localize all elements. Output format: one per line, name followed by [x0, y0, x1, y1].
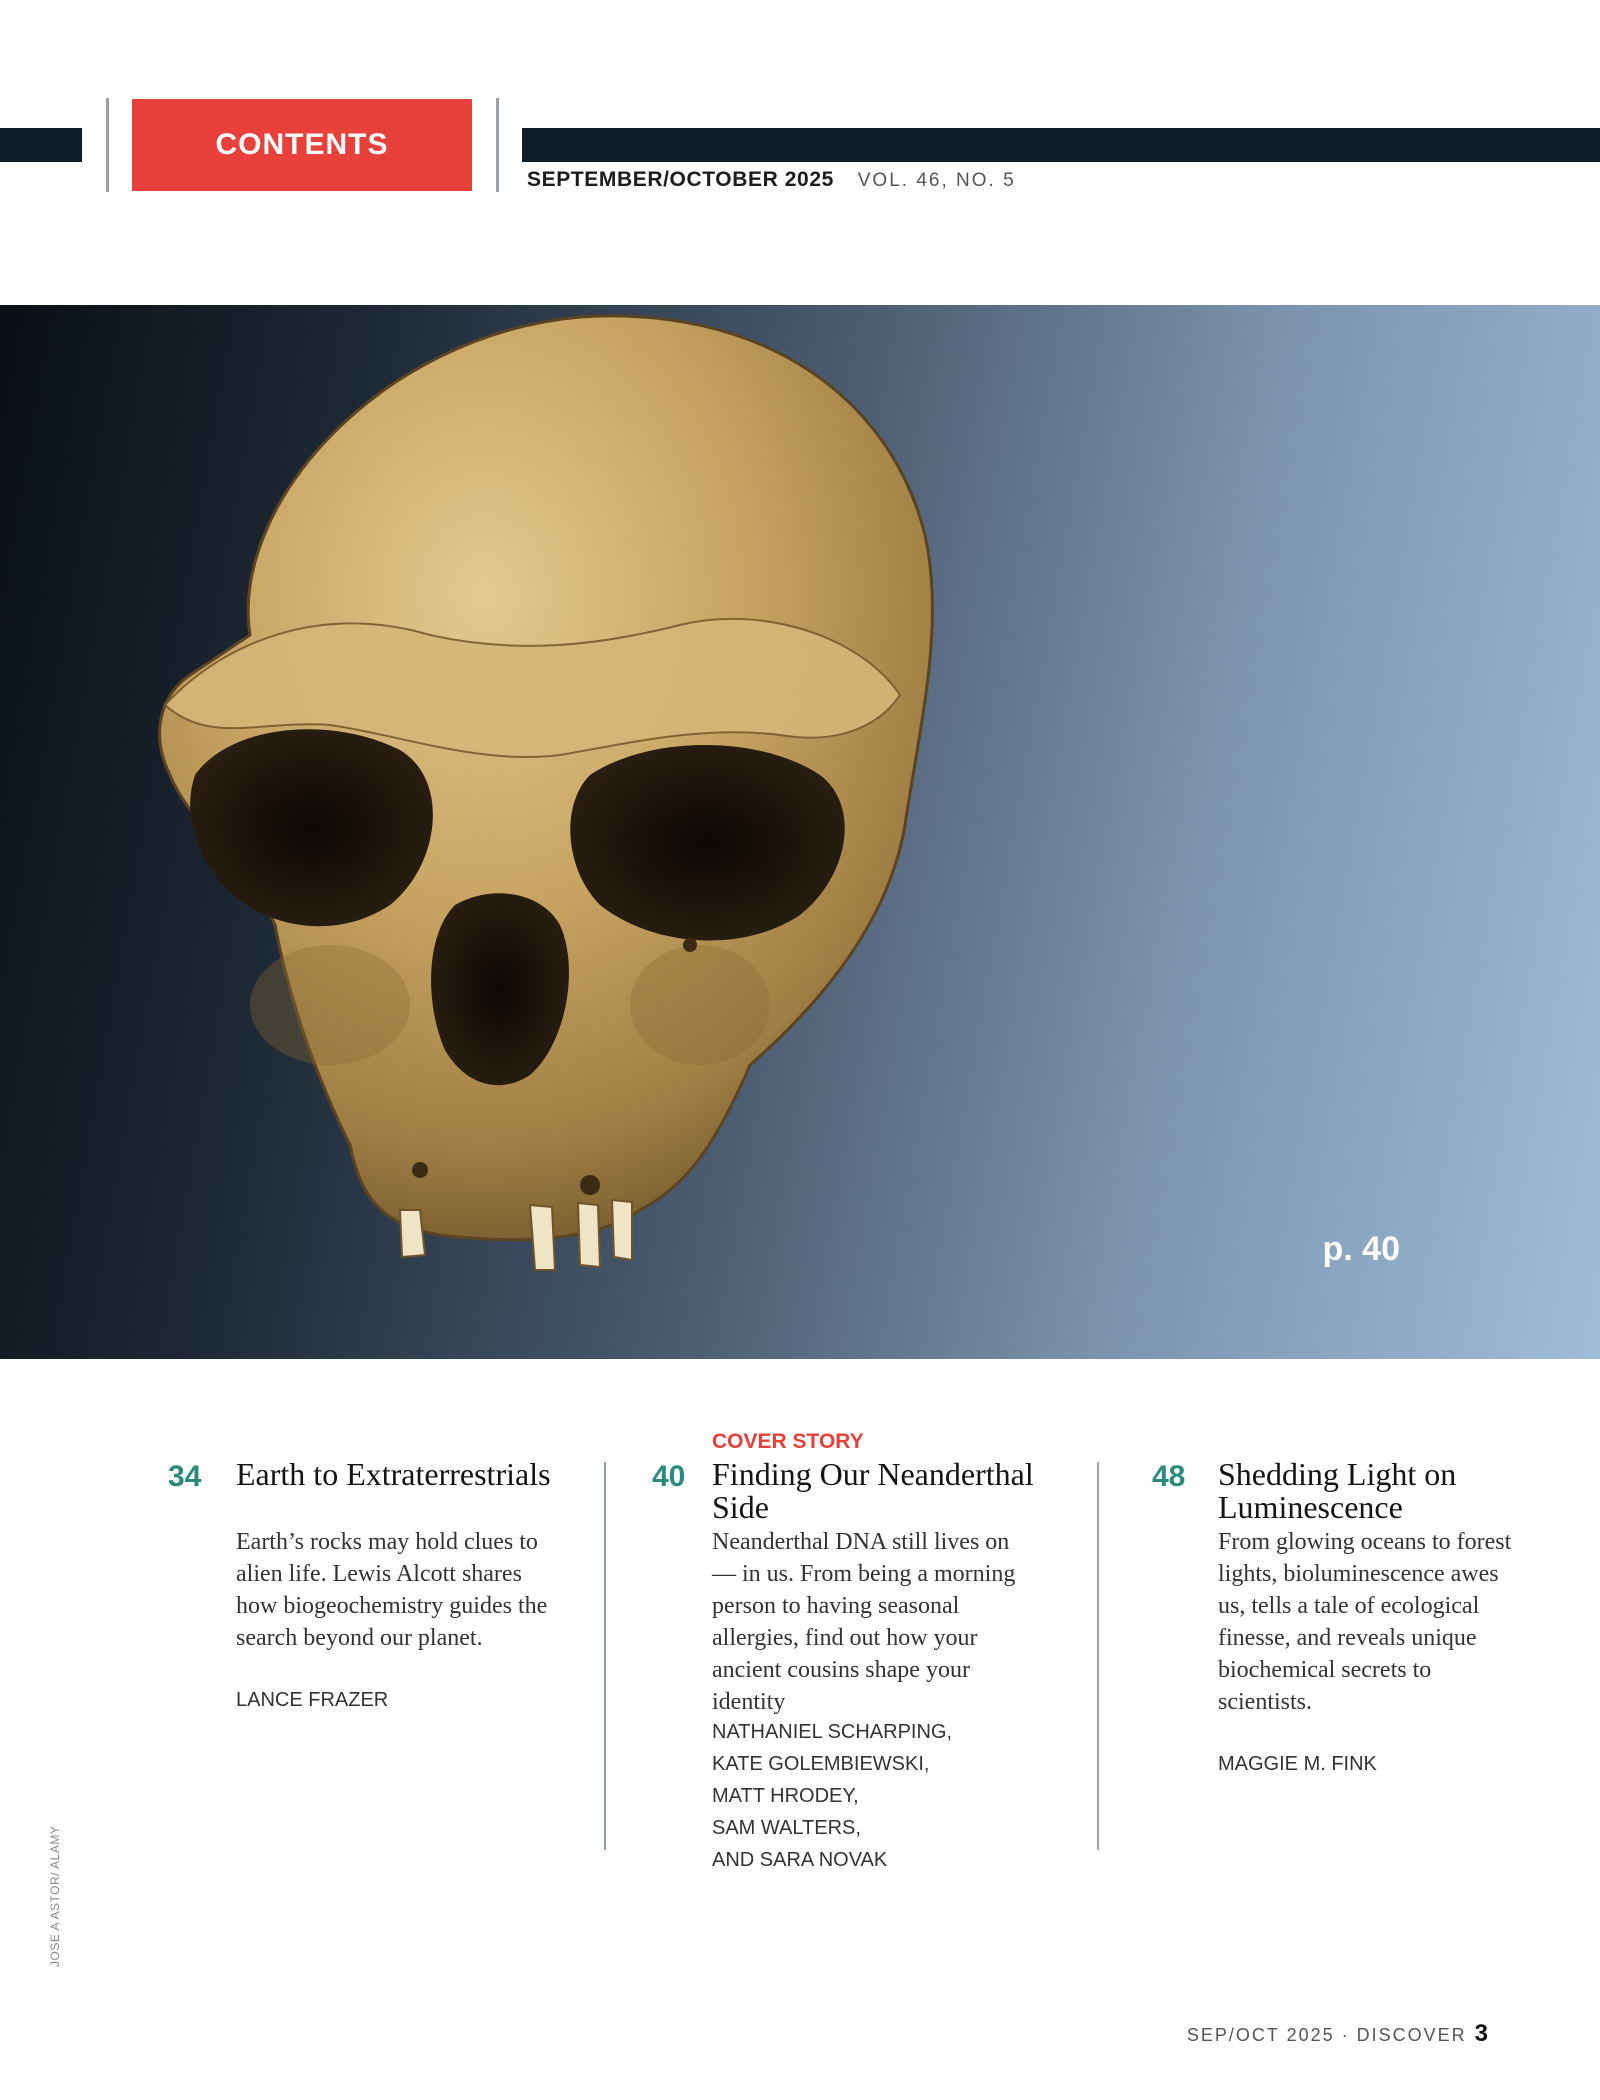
story-description: Earth’s rocks may hold clues to alien life. Lewis Alcott shares how biogeochemistry guides the search beyond our planet.: [236, 1529, 548, 1651]
cover-story-kicker: COVER STORY: [712, 1430, 864, 1453]
story-description: Neanderthal DNA still lives on — in us. From being a morning person to having seasonal allergies, find out how your ancient cousins shape your identity: [712, 1529, 1016, 1715]
story-title[interactable]: Finding Our Neanderthal Side: [712, 1456, 1034, 1525]
contents-label-text: CONTENTS: [215, 128, 389, 161]
story-page-number: 34: [168, 1460, 202, 1493]
column-divider: [1097, 1462, 1099, 1850]
contents-label: [132, 99, 472, 191]
story-page-number: 40: [652, 1460, 686, 1493]
story-page-number: 48: [1152, 1460, 1186, 1493]
story-author: MAGGIE M. FINK: [1218, 1753, 1377, 1775]
header-divider-right: [496, 98, 499, 192]
cover-photo[interactable]: [0, 305, 1600, 1359]
page-footer: [1187, 2020, 1488, 2048]
cover-page-reference[interactable]: p. 40: [1322, 1230, 1400, 1268]
column-divider: [604, 1462, 606, 1850]
story-title[interactable]: Shedding Light on Luminescence: [1218, 1456, 1457, 1525]
header-bar-right: [522, 128, 1600, 162]
story-author: LANCE FRAZER: [236, 1689, 389, 1711]
issue-date: SEPTEMBER/OCTOBER 2025: [527, 168, 834, 191]
photo-credit: JOSE A ASTOR/ ALAMY: [48, 1825, 62, 1967]
story-title[interactable]: Earth to Extraterrestrials: [236, 1456, 551, 1492]
story-author: NATHANIEL SCHARPING, KATE GOLEMBIEWSKI, MATT HRODEY, SAM WALTERS, AND SARA NOVAK: [712, 1721, 953, 1871]
issue-line: [527, 168, 1016, 192]
skull-illustration: [0, 305, 1600, 1359]
header-divider-left: [106, 98, 109, 192]
page-number: 3: [1474, 2020, 1488, 2047]
story-description: From glowing oceans to forest lights, bioluminescence awes us, tells a tale of ecological finesse, and reveals unique biochemical secrets to scientists.: [1218, 1529, 1512, 1715]
issue-volume: VOL. 46, NO. 5: [857, 170, 1016, 191]
header-bar-left: [0, 128, 82, 162]
running-head: SEP/OCT 2025 · DISCOVER: [1186, 2025, 1467, 2045]
